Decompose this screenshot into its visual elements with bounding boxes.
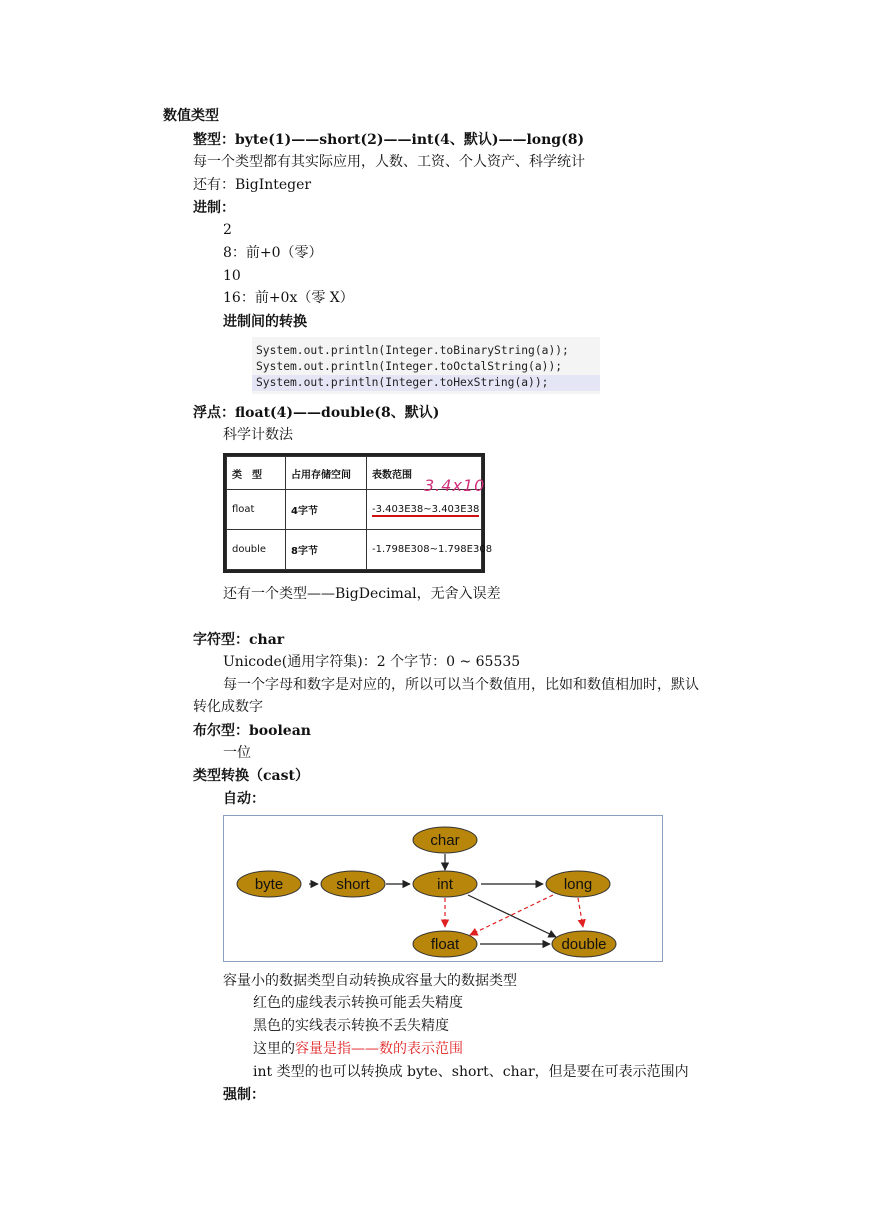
integer-title: 整型：byte(1)——short(2)——int(4、默认)——long(8): [193, 132, 585, 148]
radix-title: 进制：: [193, 200, 235, 216]
node-label-float: float: [430, 936, 460, 953]
boolean-title: 布尔型：boolean: [193, 723, 311, 739]
node-label-long: long: [563, 876, 593, 893]
char-title: 字符型：char: [193, 632, 285, 648]
code-line-highlighted: System.out.println(Integer.toHexString(a));: [252, 375, 600, 391]
radix-item: 2: [223, 222, 232, 238]
cast-title: 类型转换（cast）: [193, 768, 309, 784]
table-header: 类 型: [227, 457, 286, 490]
black-solid-note: 黑色的实线表示转换不丢失精度: [253, 1018, 449, 1034]
handwritten-annotation: 3.4x10: [424, 476, 486, 495]
char-description: 每一个字母和数字是对应的，所以可以当个数值用，比如和数值相加时，默认: [223, 677, 699, 693]
node-label-int: int: [437, 876, 453, 893]
red-dashed-note: 红色的虚线表示转换可能丢失精度: [253, 995, 463, 1011]
node-label-double: double: [561, 936, 607, 953]
bigdecimal-note: 还有一个类型——BigDecimal，无舍入误差: [223, 586, 501, 602]
float-range-table: [223, 453, 493, 573]
integer-also: 还有：BigInteger: [193, 177, 312, 193]
radix-item: 10: [223, 268, 241, 284]
radix-item: 8：前+0（零）: [223, 245, 323, 261]
capacity-note: [253, 1039, 463, 1059]
page-heading: 数值类型: [163, 108, 219, 124]
node-label-char: char: [430, 832, 460, 849]
table-cell: 8字节: [286, 530, 367, 570]
code-line: System.out.println(Integer.toOctalString(a));: [256, 360, 563, 373]
integer-description: 每一个类型都有其实际应用，人数、工资、个人资产、科学统计: [193, 154, 585, 170]
float-title: 浮点：float(4)——double(8、默认): [193, 405, 440, 421]
int-narrowing-note: int 类型的也可以转换成 byte、short、char，但是要在可表示范围内: [253, 1064, 689, 1080]
char-unicode: Unicode(通用字符集)：2 个字节：0 ~ 65535: [223, 654, 521, 670]
radix-conversion-title: 进制间的转换: [223, 314, 307, 330]
table-header: 表数范围: [367, 457, 482, 490]
node-label-byte: byte: [254, 876, 284, 893]
char-description-cont: 转化成数字: [193, 699, 263, 715]
type-conversion-diagram: [223, 815, 663, 962]
cast-auto-label: 自动：: [223, 791, 265, 807]
table-header: 占用存储空间: [286, 457, 367, 490]
code-snippet: [252, 337, 600, 394]
table-cell: 4字节: [286, 490, 367, 530]
radix-item: 16：前+0x（零 X）: [223, 290, 354, 306]
float-range-underlined: -3.403E38~3.403E38: [372, 504, 480, 515]
float-scientific-notation: 科学计数法: [223, 427, 293, 443]
cast-summary: 容量小的数据类型自动转换成容量大的数据类型: [223, 973, 517, 989]
boolean-description: 一位: [223, 745, 251, 761]
table-cell: double: [227, 530, 286, 570]
table-cell: -1.798E308~1.798E308: [367, 530, 482, 570]
capacity-definition: 容量是指——数的表示范围: [295, 1041, 463, 1057]
code-line: System.out.println(Integer.toBinaryString(a));: [256, 344, 569, 357]
cast-forced-label: 强制：: [223, 1087, 265, 1103]
table-cell: float: [227, 490, 286, 530]
capacity-prefix: 这里的: [253, 1041, 295, 1057]
node-label-short: short: [336, 876, 370, 893]
table-cell: [367, 490, 482, 530]
